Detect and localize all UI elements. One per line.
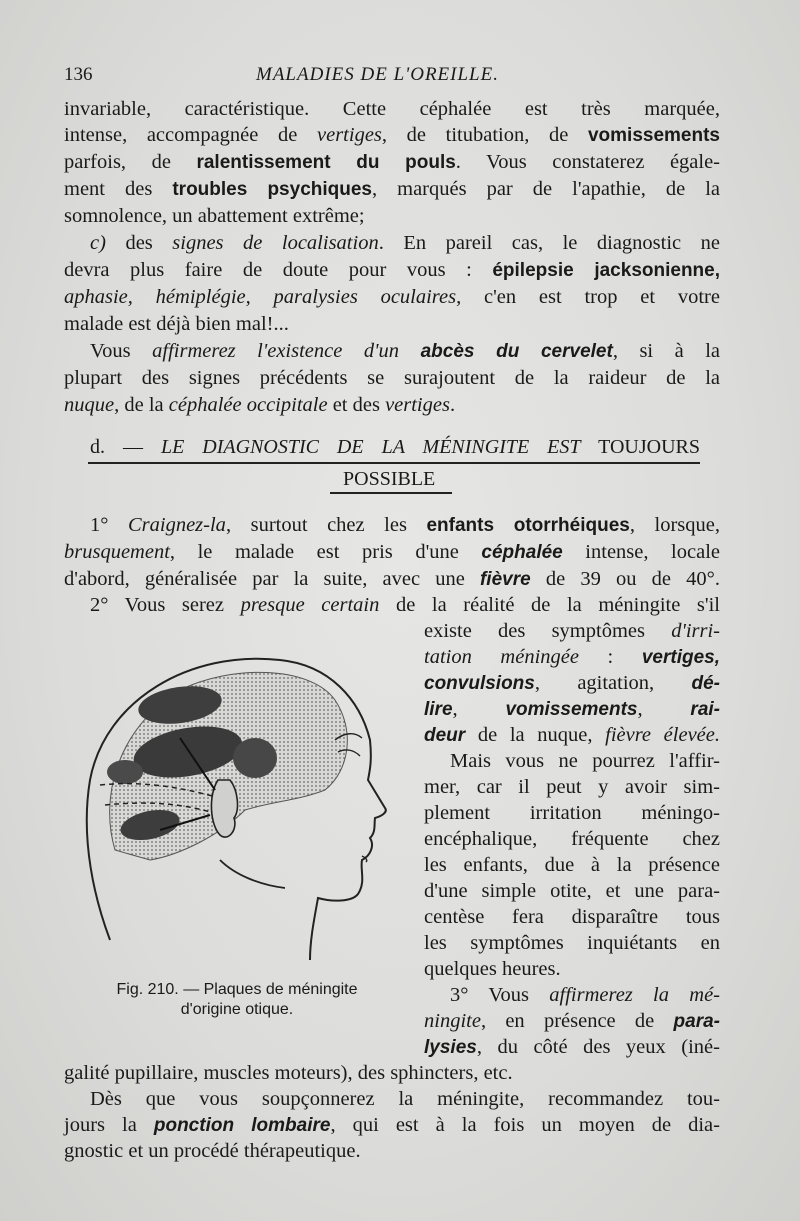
caption-line-2: d'origine otique. [180,1001,294,1018]
text-line: somnolence, un abattement extrême; [64,205,365,227]
text-line: c) des signes de localisation. En pareil cas, le diagnostic ne [90,232,721,254]
text-line: d'abord, généralisée par la suite, avec une fièvre de 39 ou de 40°. [64,568,720,590]
text-line: 3° Vous affirmerez la mé- [450,984,720,1006]
text-line: quelques heures. [424,958,561,980]
text-line: galité pupillaire, muscles moteurs), des sphincters, etc. [64,1062,513,1084]
text-line: tation méningée : vertiges, [424,646,720,668]
text-line: Mais vous ne pourrez l'affir- [450,750,720,772]
heading-underline-2 [330,492,452,494]
head-illustration [70,620,420,980]
text-line: plupart des signes précédents se surajoutent de la raideur de la [64,367,720,389]
text-line: 2° Vous serez presque certain de la réalité de la méningite s'il [90,594,720,616]
text-line: parfois, de ralentissement du pouls. Vous constaterez égale- [64,151,721,173]
text-line: ment des troubles psychiques, marqués par de l'apathie, de la [64,178,720,200]
figure-caption [72,980,402,1020]
text-line: 1° Craignez-la, surtout chez les enfants otorrhéiques, lorsque, [90,514,720,536]
text-line: lysies, du côté des yeux (iné- [424,1036,720,1058]
neck-line [220,860,285,888]
text-line: convulsions, agitation, dé- [424,672,720,694]
text-line: nuque, de la céphalée occipitale et des vertiges. [64,394,456,416]
text-line: mer, car il peut y avoir sim- [424,776,720,798]
text-line: brusquement, le malade est pris d'une céphalée intense, locale [64,541,720,563]
text-line: malade est déjà bien mal!... [64,313,289,335]
text-line: aphasie, hémiplégie, paralysies oculaires, c'en est trop et votre [64,286,720,308]
heading-underline [88,462,700,464]
text-line: plement irritation méningo- [424,802,720,824]
text-line: intense, accompagnée de vertiges, de titubation, de vomissements [64,124,720,146]
section-heading-line2: POSSIBLE [343,468,436,490]
page-number: 136 [64,64,93,85]
text-line: gnostic et un procédé thérapeutique. [64,1140,361,1162]
text-line: d'une simple otite, et une para- [424,880,720,902]
plaque-4 [107,760,143,784]
text-line: les enfants, due à la présence [424,854,720,876]
text-line: centèse fera disparaître tous [424,906,720,928]
section-heading: d. — LE DIAGNOSTIC DE LA MÉNINGITE EST TOUJOURS [90,436,701,458]
text-line: encéphalique, fréquente chez [424,828,720,850]
running-title: MALADIES DE L'OREILLE. [256,64,499,85]
text-line: ningite, en présence de para- [424,1010,720,1032]
text-line: devra plus faire de doute pour vous : épilepsie jacksonienne, [64,259,720,281]
text-line: Dès que vous soupçonnerez la méningite, recommandez tou- [90,1088,720,1110]
plaque-3 [233,738,277,778]
text-line: les symptômes inquiétants en [424,932,720,954]
ear [211,780,237,837]
text-line: Vous affirmerez l'existence d'un abcès du cervelet, si à la [90,340,720,362]
caption-line-1: Fig. 210. — Plaques de méningite [116,981,358,998]
text-line: deur de la nuque, fièvre élevée. [424,724,720,746]
text-line: invariable, caractéristique. Cette céphalée est très marquée, [64,98,720,120]
text-line: jours la ponction lombaire, qui est à la fois un moyen de dia- [64,1114,720,1136]
page-header [64,64,724,90]
text-line: existe des symptômes d'irri- [424,620,720,642]
text-line: lire, vomissements, rai- [424,698,720,720]
